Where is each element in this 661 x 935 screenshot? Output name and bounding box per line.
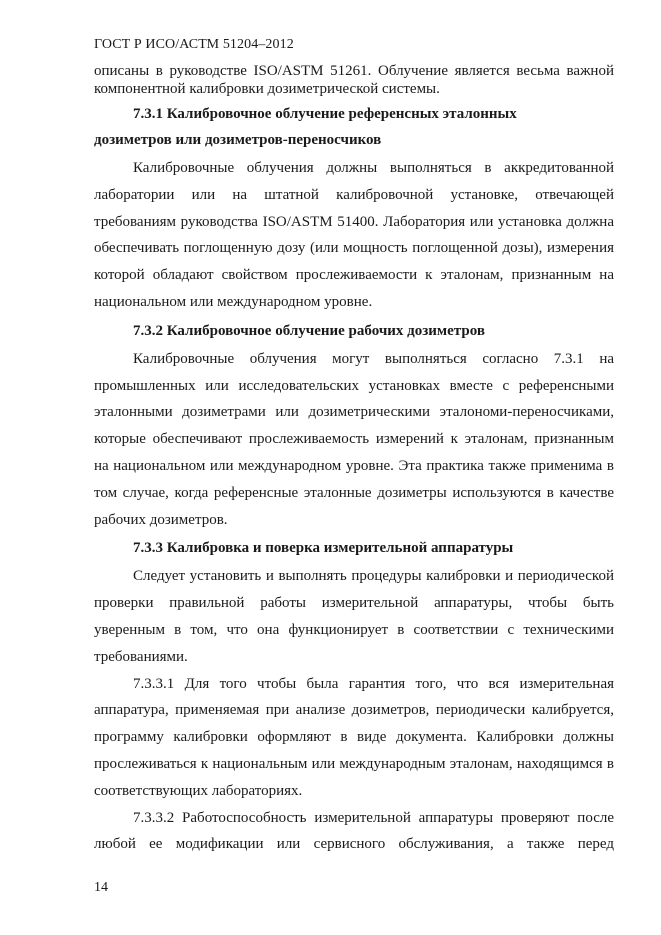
section-732-heading: 7.3.2 Калибровочное облучение рабочих дозиметров [133, 322, 485, 339]
section-731-heading-line1: 7.3.1 Калибровочное облучение референсных эталонных [133, 106, 517, 122]
section-7331-paragraph: 7.3.3.1 Для того чтобы была гарантия того, что вся измерительная аппаратура, применяемая при анализе дозиметров, периодически калибруется, программу калибровки оформляют в виде документа. Калибровки должны прослеживаться к национальным или международным эталонам, находящимся в соответствующих лабораториях. [94, 675, 614, 799]
section-733-heading: 7.3.3 Калибровка и поверка измерительной аппаратуры [133, 540, 514, 557]
section-733-paragraph: Следует установить и выполнять процедуры калибровки и периодической проверки правильной работы измерительной аппаратуры, чтобы быть уверенным в том, что она функционирует в соответствии с техническими требованиями. [94, 568, 614, 665]
intro-paragraph: описаны в руководстве ISO/ASTM 51261. Облучение является весьма важной компонентной калибровки дозиметрической системы. [94, 63, 614, 97]
document-header: ГОСТ Р ИСО/АСТМ 51204–2012 [94, 37, 294, 52]
section-7332-paragraph: 7.3.3.2 Работоспособность измерительной аппаратуры проверяют после любой ее модификации или сервисного обслуживания, а также перед [94, 809, 614, 853]
document-body [94, 62, 614, 858]
section-731-paragraph: Калибровочные облучения должны выполняться в аккредитованной лаборатории или на штатной калибровочной установке, отвечающей требованиям руководства ISO/ASTM 51400. Лаборатория или установка должна обеспечивать поглощенную дозу (или мощность поглощенной дозы), измерения которой обладают свойством прослеживаемости к эталонам, признанным на национальном или международном уровне. [94, 160, 614, 310]
section-731-heading-line2: дозиметров или дозиметров-переносчиков [94, 132, 382, 148]
section-732-paragraph: Калибровочные облучения могут выполняться согласно 7.3.1 на промышленных или исследовательских установках вместе с референсными эталонными дозиметрами или дозиметрическими эталономи-переносчиками, которые обеспечивают прослеживаемость измерений к эталонам, признанным на национальном или международном уровне. Эта практика также применима в том случае, когда референсные эталонные дозиметры используются в качестве рабочих дозиметров. [94, 350, 614, 528]
page-number: 14 [94, 880, 108, 895]
